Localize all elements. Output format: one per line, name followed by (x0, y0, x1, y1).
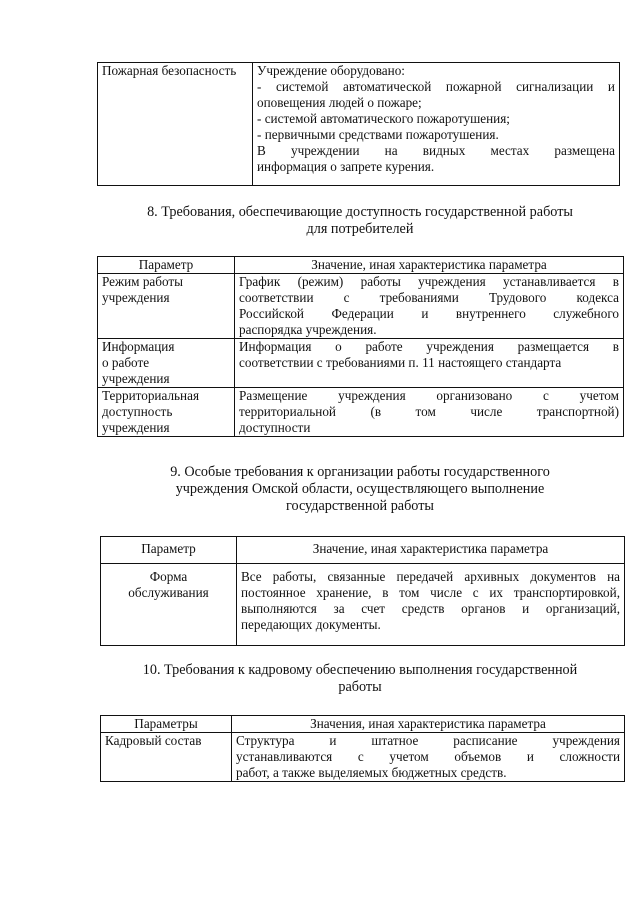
column-header-param: Параметр (98, 257, 235, 274)
value-cell (235, 388, 624, 437)
column-header-param: Параметр (101, 537, 237, 564)
heading-line: 10. Требования к кадровому обеспечению выполнения государственной (142, 662, 578, 678)
value-cell (235, 339, 624, 388)
text-line: - системой автоматического пожаротушения; (257, 111, 510, 126)
column-header-value: Значение, иная характеристика параметра (237, 537, 625, 564)
text-line: График (режим) работы учреждения устанавливается в (239, 274, 619, 289)
section-9-table (100, 536, 625, 646)
text-line: о работе (102, 355, 150, 370)
text-line: выполняются за счет средств органов и организаций, (241, 601, 620, 616)
text-line: Информация (102, 339, 175, 354)
text-line: распорядка учреждения. (239, 322, 377, 337)
table-header-row (101, 537, 625, 564)
text-line: - первичными средствами пожаротушения. (257, 127, 499, 142)
value-cell (232, 733, 625, 782)
text-line: территориальной (в том числе транспортной) (239, 404, 619, 419)
fire-safety-table (97, 62, 620, 186)
text-line: передающих документы. (241, 617, 381, 632)
table-row (98, 339, 624, 388)
text-line: Форма (149, 569, 188, 584)
text-line: учреждения (102, 371, 170, 386)
text-line: информация о запрете курения. (257, 159, 435, 174)
param-cell (101, 733, 232, 782)
text-line: Размещение учреждения организовано с учетом (239, 388, 619, 403)
text-line: учреждения (102, 290, 170, 305)
text-line: В учреждении на видных местах размещена (257, 143, 615, 158)
text-line: Учреждение оборудовано: (257, 63, 405, 78)
text-line: постоянное хранение, в том числе с их транспортировкой, (241, 585, 620, 600)
text-line: работ, а также выделяемых бюджетных средств. (236, 765, 507, 780)
param-cell (98, 274, 235, 339)
value-cell (237, 564, 625, 646)
fire-safety-value (253, 63, 620, 186)
text-line: доступности (239, 420, 311, 435)
section-8-table (97, 256, 624, 437)
table-row (101, 564, 625, 646)
heading-line: для потребителей (306, 221, 414, 237)
heading-line: учреждения Омской области, осуществляющего выполнение (175, 481, 545, 497)
fire-safety-label: Пожарная безопасность (102, 63, 237, 78)
value-cell (235, 274, 624, 339)
text-line: соответствии с требованиями Трудового кодекса (239, 290, 619, 305)
table-row (101, 733, 625, 782)
table-header-row (101, 716, 625, 733)
text-line: учреждения (102, 420, 170, 435)
heading-line: 9. Особые требования к организации работы государственного (170, 464, 550, 480)
column-header-value: Значения, иная характеристика параметра (232, 716, 625, 733)
table-row (98, 63, 620, 186)
fire-safety-param (98, 63, 253, 186)
text-line: Режим работы (102, 274, 184, 289)
text-line: Российской Федерации и внутреннего служебного (239, 306, 619, 321)
param-cell (98, 339, 235, 388)
text-line: доступность (102, 404, 173, 419)
text-line: Информация о работе учреждения размещается в (239, 339, 619, 354)
text-line: устанавливаются с учетом объемов и сложности (236, 749, 620, 764)
section-8-heading (100, 204, 620, 238)
table-row (98, 388, 624, 437)
text-line: соответствии с требованиями п. 11 настоящего стандарта (239, 355, 562, 370)
text-line: Все работы, связанные передачей архивных документов на (241, 569, 620, 584)
text-line: Структура и штатное расписание учреждения (236, 733, 620, 748)
text-line: - системой автоматической пожарной сигнализации и (257, 79, 615, 94)
heading-line: работы (338, 679, 382, 695)
section-9-heading (100, 464, 620, 515)
text-line: Кадровый состав (105, 733, 202, 748)
column-header-value: Значение, иная характеристика параметра (235, 257, 624, 274)
param-cell (101, 564, 237, 646)
section-10-table (100, 715, 625, 782)
param-cell (98, 388, 235, 437)
text-line: оповещения людей о пожаре; (257, 95, 422, 110)
text-line: обслуживания (128, 585, 209, 600)
table-row (98, 274, 624, 339)
table-header-row (98, 257, 624, 274)
text-line: Территориальная (102, 388, 200, 403)
heading-line: 8. Требования, обеспечивающие доступность государственной работы (147, 204, 573, 220)
heading-line: государственной работы (286, 498, 434, 514)
section-10-heading (100, 662, 620, 696)
column-header-param: Параметры (101, 716, 232, 733)
